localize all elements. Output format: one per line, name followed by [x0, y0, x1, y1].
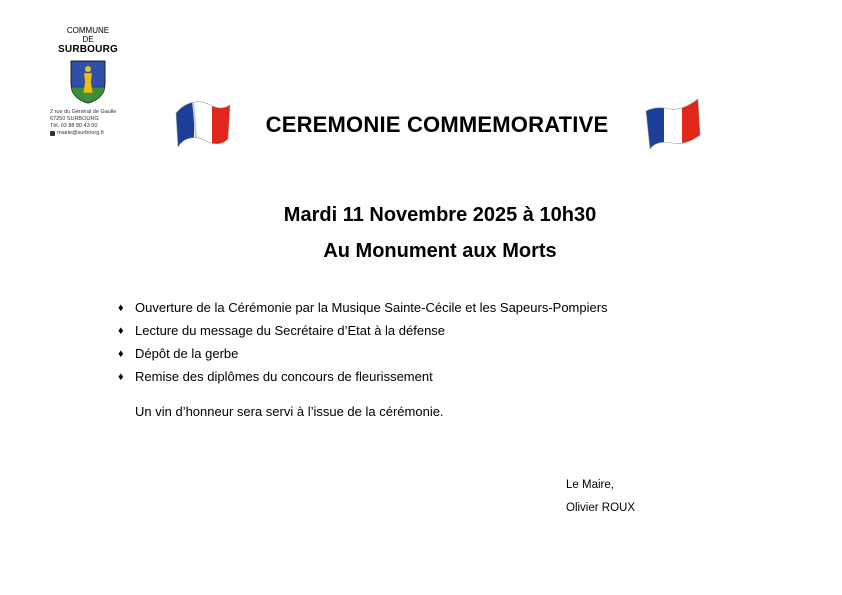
program-list	[118, 296, 738, 388]
page-title: CEREMONIE COMMEMORATIVE	[265, 112, 609, 137]
program-item-text: Lecture du message du Secrétaire d’Etat à la défense	[135, 323, 446, 338]
letterhead-address	[46, 109, 130, 137]
program-item-text: Dépôt de la gerbe	[135, 346, 239, 361]
letterhead-commune: COMMUNE	[66, 26, 110, 35]
address-phone: Tél. 03 88 80 43 00	[50, 123, 98, 129]
event-date-time: Mardi 11 Novembre 2025 à 10h30	[283, 204, 597, 226]
letterhead-de: DE	[82, 35, 94, 44]
french-flag-icon	[642, 97, 704, 151]
program-item	[118, 365, 738, 388]
coat-of-arms-icon	[69, 59, 107, 105]
diamond-icon: ♦	[118, 301, 124, 314]
address-street: 2 rue du Général de Gaulle	[50, 109, 117, 115]
address-email-row	[50, 130, 130, 137]
closing-note: Un vin d’honneur sera servi à l’issue de la cérémonie.	[135, 404, 444, 419]
program-item-text: Remise des diplômes du concours de fleurissement	[135, 369, 433, 384]
diamond-icon: ♦	[118, 370, 124, 383]
email-icon	[50, 131, 55, 136]
letterhead-town-name: SURBOURG	[58, 44, 118, 55]
french-flag-icon	[172, 97, 234, 151]
address-email: mairie@surbourg.fr	[57, 130, 105, 136]
program-item	[118, 342, 738, 365]
letterhead	[46, 26, 130, 137]
program-item-text: Ouverture de la Cérémonie par la Musique Sainte-Cécile et les Sapeurs-Pompiers	[135, 300, 608, 315]
address-city: 67250 SURBOURG	[50, 116, 99, 122]
diamond-icon: ♦	[118, 347, 124, 360]
program-item	[118, 296, 738, 319]
event-location: Au Monument aux Morts	[323, 240, 557, 262]
program-item	[118, 319, 738, 342]
signature-role: Le Maire,	[566, 479, 614, 491]
diamond-icon: ♦	[118, 324, 124, 337]
signature-name: Olivier ROUX	[566, 502, 636, 514]
